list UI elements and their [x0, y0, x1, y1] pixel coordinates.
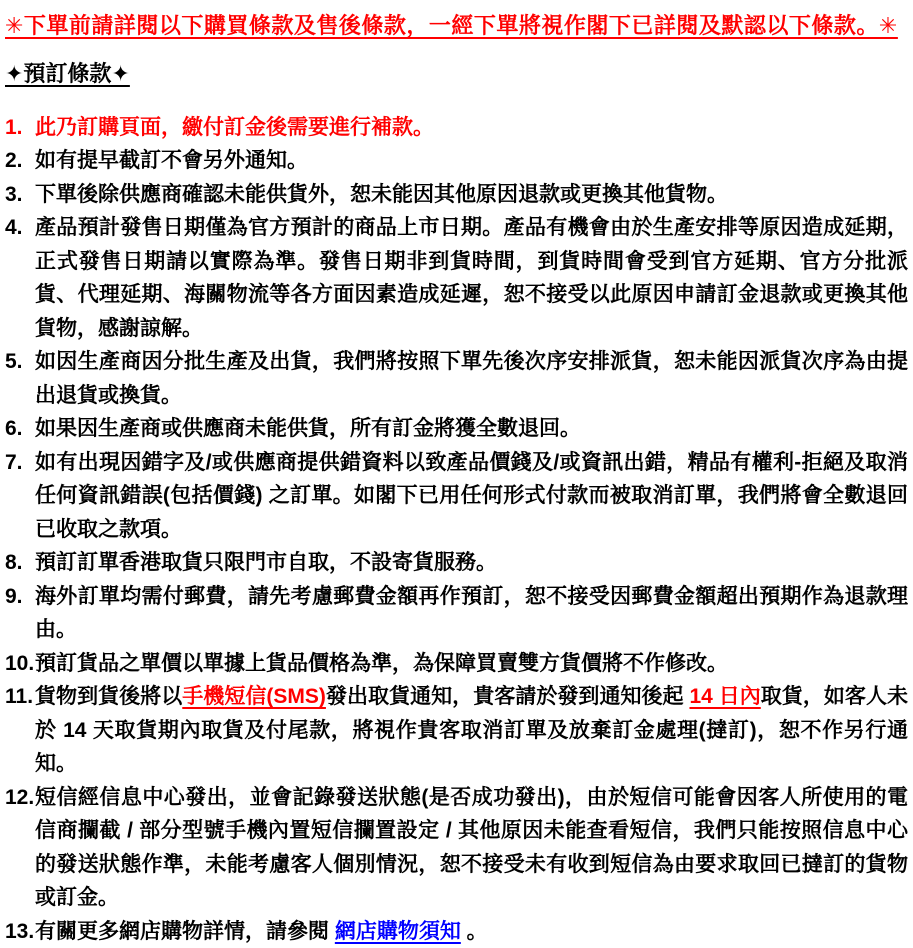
term-text [35, 680, 908, 781]
term-number: 4. [5, 216, 23, 240]
term-number: 10. [5, 651, 35, 675]
term-item-4 [5, 211, 908, 345]
term-number: 9. [5, 584, 23, 608]
term-number: 2. [5, 149, 23, 173]
term-text: 下單後除供應商確認未能供貨外，恕未能因其他原因退款或更換其他貨物。 [35, 182, 728, 206]
term-text: 產品預計發售日期僅為官方預計的商品上市日期。產品有機會由於生產安排等原因造成延期，正式發售日期請以實際為準。發售日期非到貨時間，到貨時間會受到官方延期、官方分批派貨、代理延期、海關物流等各方面因素造成延遲，恕不接受以此原因申請訂金退款或更換其他貨物，感謝諒解。 [35, 216, 908, 340]
term-item-7 [5, 446, 908, 547]
term-text: 預訂貨品之單價以單據上貨品價格為準，為保障買賣雙方貨價將不作修改。 [35, 651, 728, 675]
term-number: 11. [5, 685, 34, 709]
term-item-2 [5, 144, 908, 178]
term-item-3 [5, 178, 908, 212]
term-item-13 [5, 915, 908, 948]
term-item-11 [5, 680, 908, 781]
term-number: 1. [5, 115, 23, 139]
term-number: 7. [5, 450, 23, 474]
term-text: 如因生產商因分批生產及出貨，我們將按照下單先後次序安排派貨，恕未能因派貨次序為由提出退貨或換貨。 [35, 350, 908, 407]
term-text-segment: 貨物到貨後將以 [35, 685, 183, 709]
term-number: 8. [5, 551, 23, 575]
term-text: 預訂訂單香港取貨只限門市自取，不設寄貨服務。 [35, 551, 497, 575]
terms-list [5, 111, 908, 948]
term-item-9 [5, 580, 908, 647]
term-text-segment: 。 [460, 919, 488, 943]
term-text: 如有出現因錯字及/或供應商提供錯資料以致產品價錢及/或資訊出錯，精品有權利-拒絕及取消任何資訊錯誤(包括價錢) 之訂單。如閣下已用任何形式付款而被取消訂單，我們將會全數退回已收取之款項。 [35, 450, 908, 541]
term-item-10 [5, 647, 908, 681]
shop-guide-link[interactable]: 網店購物須知 [334, 919, 461, 943]
term-text: 此乃訂購頁面，繳付訂金後需要進行補款。 [35, 115, 434, 139]
term-text-segment: 有關更多網店購物詳情，請參閱 [35, 919, 335, 943]
term-item-12 [5, 781, 908, 915]
term-number: 5. [5, 350, 23, 374]
term-number: 13. [5, 919, 35, 943]
preorder-terms-heading: ✦預訂條款✦ [5, 60, 130, 86]
term-text [35, 915, 908, 948]
term-number: 6. [5, 417, 23, 441]
term-item-8 [5, 546, 908, 580]
term-text: 如果因生產商或供應商未能供貨，所有訂金將獲全數退回。 [35, 417, 581, 441]
term-item-5 [5, 345, 908, 412]
purchase-terms-notice: ✳下單前請詳閱以下購買條款及售後條款，一經下單將視作閣下已詳閱及默認以下條款。✳ [5, 13, 898, 38]
term-number: 3. [5, 182, 23, 206]
term-item-6 [5, 412, 908, 446]
term-text: 如有提早截訂不會另外通知。 [35, 149, 308, 173]
term-text-segment: 取貨，如客人未於 14 天取貨期內取貨及付尾款，將視作貴客取消訂單及放棄訂金處理(撻訂)，恕不作另行通知。 [35, 685, 909, 776]
pickup-deadline-highlight: 14 日內 [689, 685, 761, 709]
term-text-segment: 發出取貨通知，貴客請於發到通知後起 [325, 685, 690, 709]
term-number: 12. [5, 785, 35, 809]
sms-highlight: 手機短信(SMS) [182, 685, 326, 709]
term-text: 海外訂單均需付郵費，請先考慮郵費金額再作預訂，恕不接受因郵費金額超出預期作為退款理由。 [35, 584, 908, 642]
term-text: 短信經信息中心發出，並會記錄發送狀態(是否成功發出)，由於短信可能會因客人所使用的電信商攔截 / 部分型號手機內置短信攔置設定 / 其他原因未能查看短信，我們只能按照信息中心的發送狀態作準，未能考慮客人個別情況，恕不接受未有收到短信為由要求取回已撻訂的貨物或訂金。 [35, 785, 908, 910]
term-item-1 [5, 111, 908, 145]
